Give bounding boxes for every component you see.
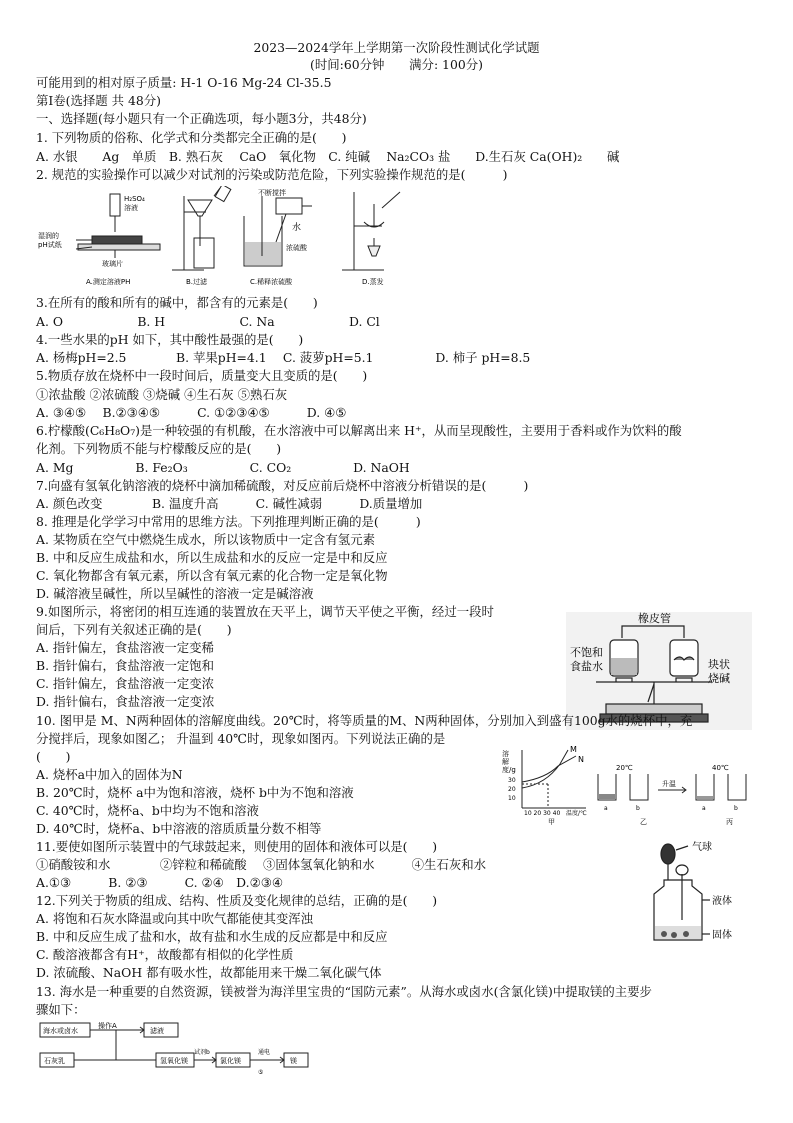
text-line: 6.柠檬酸(C₆H₈O₇)是一种较强的有机酸，在水溶液中可以解离出来 H⁺，从而呈现酸性，主要用于香料或作为饮料的酸 — [36, 423, 682, 438]
salt-water-label: 食盐水 — [570, 660, 603, 673]
ph-test-drawing — [76, 194, 160, 258]
curve-n-label: N — [578, 755, 584, 764]
caption-b: B.过滤 — [186, 278, 208, 286]
text-line: ①硝酸铵和水 ②锌粒和稀硫酸 ③固体氢氧化钠和水 ④生石灰和水 — [36, 857, 487, 872]
text-line: A. Mg B. Fe₂O₃ C. CO₂ D. NaOH — [36, 460, 410, 475]
wet-label: 湿润的 — [38, 232, 59, 240]
balloon-apparatus-figure — [644, 840, 744, 944]
block-label: 块状 — [708, 658, 730, 671]
text-line: 骤如下： — [36, 1002, 86, 1017]
text-line: D. 40℃时，烧杯a、b中溶液的溶质质量分数不相等 — [36, 821, 322, 836]
solubility-figure — [500, 744, 762, 826]
step-label: ⑤ — [258, 1069, 264, 1076]
text-line: ①浓盐酸 ②浓硫酸 ③烧碱 ④生石灰 ⑤熟石灰 — [36, 387, 288, 402]
filtration-drawing — [172, 186, 231, 270]
heat-label: 升温 — [662, 780, 676, 788]
solution-label: 溶液 — [124, 204, 138, 212]
text-line: 一、选择题(每小题只有一个正确选项，每小题3分，共48分) — [36, 111, 367, 126]
xlabel: 温度/℃ — [566, 810, 587, 817]
curve-m-label: M — [570, 745, 577, 754]
beaker-b-label: b — [636, 805, 640, 812]
text-line: 4.一些水果的pH 如下，其中酸性最强的是( ) — [36, 332, 304, 347]
text-line: B. 中和反应生成了盐和水，故有盐和水生成的反应都是中和反应 — [36, 929, 388, 944]
ytick-10: 10 — [508, 795, 516, 802]
dilution-drawing — [244, 196, 312, 266]
text-line: 第Ⅰ卷(选择题 共 48分) — [36, 93, 161, 108]
text-line: 13. 海水是一种重要的自然资源，镁被誉为海洋里宝贵的“国防元素”。从海水或卤水(含氯化镁)中提取镁的主要步 — [36, 984, 652, 999]
seawater-box: 海水或卤水 — [43, 1027, 78, 1035]
beaker-b2-label: b — [734, 805, 738, 812]
mg-chloride-box: 氯化镁 — [220, 1057, 241, 1065]
panel-bing: 丙 — [726, 818, 733, 826]
text-line: C. 40℃时，烧杯a、b中均为不饱和溶液 — [36, 803, 259, 818]
text-line: C. 酸溶液都含有H⁺，故酸都有相似的化学性质 — [36, 947, 294, 962]
text-line: 间后，下列有关叙述正确的是( ) — [36, 622, 232, 637]
ph-paper-label: pH试纸 — [38, 241, 62, 249]
text-line: A. 水银 Ag 单质 B. 熟石灰 CaO 氧化物 C. 纯碱 Na₂CO₃ 盐 D.生石灰 Ca(OH)₂ 碱 — [36, 149, 620, 164]
caption-c: C.稀释浓硫酸 — [250, 278, 293, 286]
text-line: A. 杨梅pH=2.5 B. 苹果pH=4.1 C. 菠萝pH=5.1 D. 柿子 pH=8.5 — [36, 350, 531, 365]
text-line: 2. 规范的实验操作可以减少对试剂的污染或防范危险，下列实验操作规范的是( ) — [36, 167, 508, 182]
text-line: 12.下列关于物质的组成、结构、性质及变化规律的总结，正确的是( ) — [36, 893, 438, 908]
magnesium-box: 镁 — [290, 1057, 297, 1065]
text-line: C. 氧化物都含有氧元素，所以含有氧元素的化合物一定是氧化物 — [36, 568, 388, 583]
filtrate-box: 滤液 — [150, 1027, 164, 1035]
solid-label: 固体 — [712, 930, 732, 941]
text-line: A. 某物质在空气中燃烧生成水，所以该物质中一定含有氢元素 — [36, 532, 375, 547]
mg-hydroxide-box: 氢氧化镁 — [160, 1057, 188, 1065]
balloon-label: 气球 — [692, 842, 712, 853]
text-line: A. ③④⑤ B.②③④⑤ C. ①②③④⑤ D. ④⑤ — [36, 405, 347, 420]
h2so4-label: H₂SO₄ — [124, 195, 145, 203]
text-line: A. 指针偏左，食盐溶液一定变稀 — [36, 640, 214, 655]
glass-label: 玻璃片 — [102, 260, 123, 268]
xticks: 10 20 30 40 — [524, 810, 561, 817]
text-line: 10. 图甲是 M、N两种固体的溶解度曲线。20℃时，将等质量的M、N两种固体，分别加入到盛有100g水的烧杯中，充 — [36, 713, 693, 728]
ytick-20: 20 — [508, 786, 516, 793]
text-line: 3.在所有的酸和所有的碱中，都含有的元素是( ) — [36, 295, 318, 310]
text-line: D. 指针偏右，食盐溶液一定变浓 — [36, 694, 215, 709]
exam-subtitle: (时间:60分钟 满分: 100分) — [310, 57, 483, 72]
caption-d: D.蒸发 — [362, 278, 384, 286]
temp-40-label: 40℃ — [712, 764, 729, 772]
ylabel-3: 度/g — [502, 766, 516, 774]
text-line: 分搅拌后，现象如图乙； 升温到 40℃时，现象如图丙。下列说法正确的是 — [36, 731, 446, 746]
text-line: D. 碱溶液呈碱性，所以呈碱性的溶液一定是碱溶液 — [36, 586, 314, 601]
beaker-a-label: a — [604, 805, 608, 812]
text-line: 5.物质存放在烧杯中一段时间后，质量变大且变质的是( ) — [36, 368, 368, 383]
text-line: 8. 推理是化学学习中常用的思维方法。下列推理判断正确的是( ) — [36, 514, 421, 529]
stir-label: 不断搅拌 — [258, 189, 286, 197]
rubber-tube-label: 橡皮管 — [638, 612, 671, 625]
exam-title: 2023—2024学年上学期第一次阶段性测试化学试题 — [253, 40, 540, 55]
panel-yi: 乙 — [640, 818, 647, 826]
text-line: B. 指针偏右，食盐溶液一定饱和 — [36, 658, 215, 673]
acid-label: 浓硫酸 — [286, 244, 307, 252]
text-line: ( ) — [36, 749, 71, 764]
water-label: 水 — [292, 223, 302, 233]
text-line: B. 中和反应生成盐和水，所以生成盐和水的反应一定是中和反应 — [36, 550, 388, 565]
evaporation-drawing — [342, 192, 400, 270]
electrolysis-label: 通电 — [258, 1049, 271, 1056]
temp-20-label: 20℃ — [616, 764, 633, 772]
caption-a: A.测定溶液PH — [86, 278, 131, 286]
beaker-a2-label: a — [702, 805, 706, 812]
text-line: 9.如图所示，将密闭的相互连通的装置放在天平上，调节天平使之平衡，经过一段时 — [36, 604, 494, 619]
text-line: A. 颜色改变 B. 温度升高 C. 碱性减弱 D.质量增加 — [36, 496, 423, 511]
ylabel-1: 溶 — [502, 750, 509, 758]
caustic-soda-label: 烧碱 — [708, 672, 730, 685]
text-line: A. 将饱和石灰水降温或向其中吹气都能使其变浑浊 — [36, 911, 314, 926]
text-line: D. 浓硫酸、NaOH 都有吸水性，故都能用来干燥二氧化碳气体 — [36, 965, 382, 980]
text-line: C. 指针偏左，食盐溶液一定变浓 — [36, 676, 214, 691]
unsaturated-label: 不饱和 — [570, 646, 603, 659]
text-line: A. 烧杯a中加入的固体为N — [36, 767, 183, 782]
text-line: 11.要使如图所示装置中的气球鼓起来，则使用的固体和液体可以是( ) — [36, 839, 438, 854]
lime-milk-box: 石灰乳 — [44, 1057, 65, 1065]
text-line: 化剂。下列物质不能与柠檬酸反应的是( ) — [36, 441, 282, 456]
operation-a-label: 操作A — [98, 1022, 117, 1030]
panel-jia: 甲 — [548, 818, 555, 826]
text-line: A. O B. H C. Na D. Cl — [36, 314, 380, 329]
reagent-label: 试剂b — [194, 1049, 210, 1056]
text-line: 7.向盛有氢氧化钠溶液的烧杯中滴加稀硫酸，对反应前后烧杯中溶液分析错误的是( ) — [36, 478, 529, 493]
text-line: A.①③ B. ②③ C. ②④ D.②③④ — [36, 875, 283, 890]
text-line: B. 20℃时，烧杯 a中为饱和溶液，烧杯 b中为不饱和溶液 — [36, 785, 354, 800]
ytick-30: 30 — [508, 777, 516, 784]
ylabel-2: 解 — [502, 758, 509, 766]
liquid-label: 液体 — [712, 896, 732, 907]
magnesium-flow-figure — [36, 1020, 336, 1078]
text-line: 可能用到的相对原子质量: H-1 O-16 Mg-24 Cl-35.5 — [36, 75, 332, 90]
text-line: 1. 下列物质的俗称、化学式和分类都完全正确的是( ) — [36, 130, 347, 145]
lab-operations-figure — [36, 186, 426, 290]
